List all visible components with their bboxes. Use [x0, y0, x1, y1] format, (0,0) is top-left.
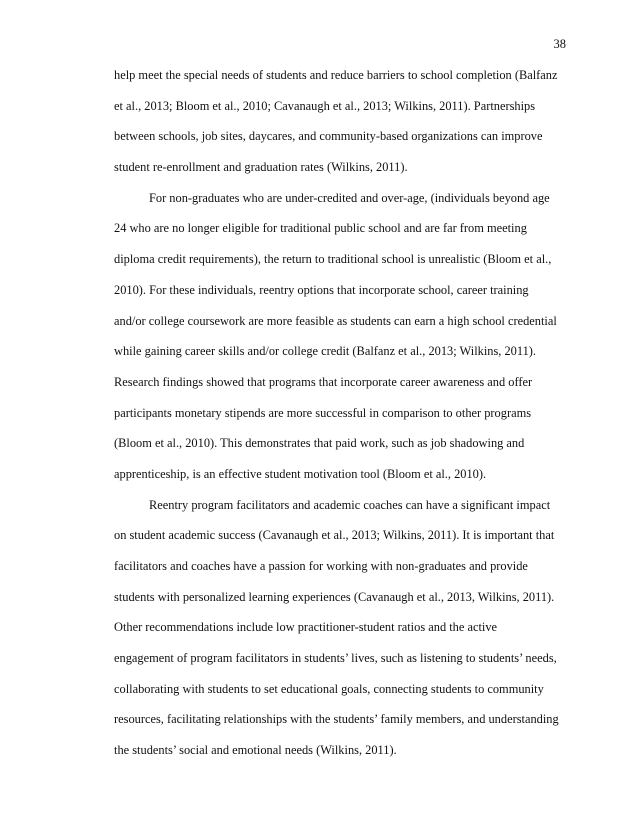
text-line: resources, facilitating relationships with the students’ family members, and understanding	[114, 712, 559, 727]
text-line: and/or college coursework are more feasible as students can earn a high school credential	[114, 313, 557, 328]
text-line: while gaining career skills and/or college credit (Balfanz et al., 2013; Wilkins, 2011).	[114, 344, 537, 359]
text-line: Other recommendations include low practitioner-student ratios and the active	[114, 620, 498, 635]
text-line: Research findings showed that programs that incorporate career awareness and offer	[114, 374, 533, 389]
text-line: 24 who are no longer eligible for traditional public school and are far from meeting	[114, 221, 527, 236]
paragraph-first-line: Reentry program facilitators and academic coaches can have a significant impact	[149, 497, 551, 512]
text-line: student re-enrollment and graduation rates (Wilkins, 2011).	[114, 160, 408, 175]
paragraph-first-line: For non-graduates who are under-credited and over-age, (individuals beyond age	[149, 190, 550, 205]
text-line: collaborating with students to set educational goals, connecting students to community	[114, 681, 544, 696]
text-line: help meet the special needs of students and reduce barriers to school completion (Balfanz	[114, 68, 558, 82]
text-line: between schools, job sites, daycares, and community-based organizations can improve	[114, 129, 543, 144]
text-line: participants monetary stipends are more successful in comparison to other programs	[114, 405, 532, 420]
text-line: (Bloom et al., 2010). This demonstrates that paid work, such as job shadowing and	[114, 436, 525, 451]
text-line: et al., 2013; Bloom et al., 2010; Cavanaugh et al., 2013; Wilkins, 2011). Partnerships	[114, 98, 536, 113]
body-text	[114, 67, 582, 773]
text-line: apprenticeship, is an effective student motivation tool (Bloom et al., 2010).	[114, 466, 487, 481]
text-line: on student academic success (Cavanaugh et al., 2013; Wilkins, 2011). It is important that	[114, 528, 555, 543]
text-line: diploma credit requirements), the return to traditional school is unrealistic (Bloom et al.,	[114, 252, 552, 267]
text-line: facilitators and coaches have a passion for working with non-graduates and provide	[114, 559, 528, 573]
text-line: 2010). For these individuals, reentry options that incorporate school, career training	[114, 282, 529, 297]
text-line: engagement of program facilitators in students’ lives, such as listening to students’ needs,	[114, 651, 557, 666]
text-line: students with personalized learning experiences (Cavanaugh et al., 2013, Wilkins, 2011).	[114, 589, 555, 604]
text-line: the students’ social and emotional needs (Wilkins, 2011).	[114, 743, 397, 758]
page-number: 38	[553, 37, 566, 51]
